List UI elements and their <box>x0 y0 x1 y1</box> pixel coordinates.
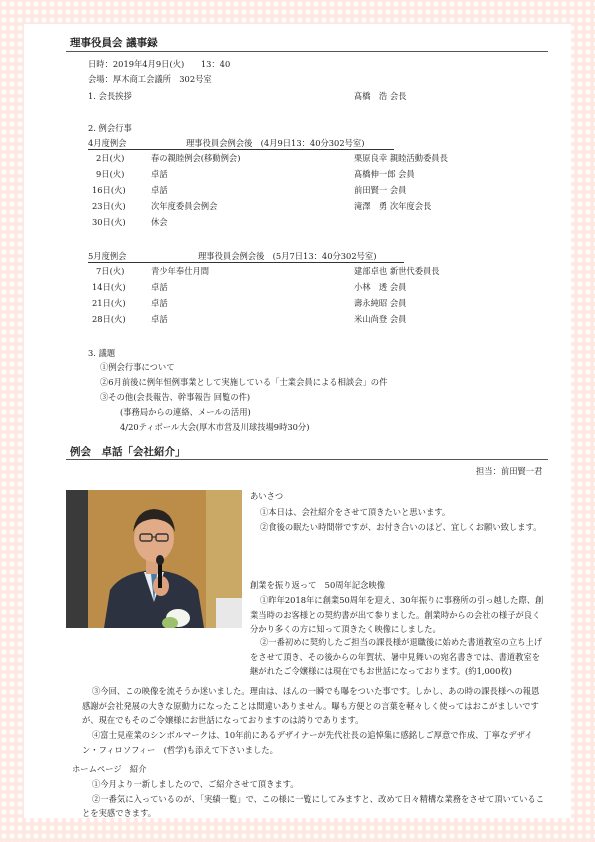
row-date: 9日(火) <box>96 169 125 179</box>
history-para-1: ①昨年2018年に創業50周年を迎え、30年振りに事務所の引っ越した際、創業当時のお客様との契約書が出て参りました。創業時からの会社の様子が良く分かり多くの方に知って頂きたく映像にしました。 <box>250 595 544 634</box>
row-person: 建部卓也 新世代委員長 <box>354 266 440 276</box>
row-person: 壽永純昭 会員 <box>354 298 407 308</box>
talk-presenter: 担当：前田賢一君 <box>476 466 543 476</box>
row-person: 米山尚登 会員 <box>354 314 407 324</box>
agenda-item-2-label: 2. 例会行事 <box>88 123 132 133</box>
row-date: 14日(火) <box>92 282 126 292</box>
agenda-item: ③その他(会長報告、幹事報告 回覧の件) <box>100 392 251 402</box>
row-event: 次年度委員会例会 <box>151 201 218 211</box>
agenda-item: (事務局からの連絡、メールの活用) <box>120 407 251 417</box>
row-date: 16日(火) <box>92 185 126 195</box>
agenda-item-3-label: 3. 議題 <box>88 348 116 358</box>
speaker-photo <box>66 490 242 628</box>
row-date: 2日(火) <box>96 153 125 163</box>
row-event: 卓話 <box>151 314 168 324</box>
row-person: 髙橋伸一郎 会員 <box>354 169 415 179</box>
agenda-item: ②6月前後に例年恒例事業として実施している「士業会員による相談会」の件 <box>100 377 388 387</box>
history-para-2-text: ②一番初めに契約したご担当の課長様が退職後に始めた書道教室の立ち上げをさせて頂き、その後からの年賀状、暑中見舞いの宛名書きでは、書道教室を継がれたご令嬢様には現在でもお世話になっております。(約1,000枚) <box>250 637 543 676</box>
title-rule <box>66 51 548 52</box>
minutes-title: 理事役員会 議事録 <box>70 37 158 49</box>
homepage-line: ①今月より一新しましたので、ご紹介させて頂きます。 <box>92 779 299 789</box>
greeting-block <box>250 505 544 534</box>
april-header-line <box>88 138 394 150</box>
talk-title: 例会 卓話「会社紹介」 <box>70 446 186 458</box>
agenda-item-1-label: 1. 会長挨拶 <box>88 91 132 101</box>
greeting-line: ①本日は、会社紹介をさせて頂きたいと思います。 <box>260 507 451 517</box>
row-date: 30日(火) <box>92 217 126 227</box>
may-header: 5月度例会 <box>88 251 127 261</box>
may-header-line <box>88 251 404 263</box>
history-heading: 創業を振り返って 50周年記念映像 <box>250 580 386 590</box>
row-date: 7日(火) <box>96 266 125 276</box>
row-event: 卓話 <box>151 185 168 195</box>
history-para-2 <box>82 635 546 679</box>
row-person: 栗原良幸 親睦活動委員長 <box>354 153 448 163</box>
agenda-item: 4/20ティボール大会(厚木市営及川球技場9時30分) <box>120 422 310 432</box>
meeting-venue: 会場：厚木商工会議所 302号室 <box>88 74 212 84</box>
speaker-illustration <box>66 490 242 628</box>
homepage-line: ②一番気に入っているのが、「実績一覧」で、この様に一覧にしてみますと、改めて日々精構な業務をさせて頂いていることを実感できます。 <box>82 793 545 818</box>
row-date: 23日(火) <box>92 201 126 211</box>
history-para-3: ③今回、この映像を流そうか迷いました。理由は、ほんの一瞬でも曝をついた事です。しかし、あの時の課長様への報恩感謝が会社発展の大きな原動力になったことは間違いありません。曝も方便との言葉を軽々しく使ってはおこがましいですが、現在でもそのご令嬢様にお世話になっておりますのは誇りであります。 <box>82 686 540 725</box>
row-event: 卓話 <box>151 298 168 308</box>
meeting-date: 日時：2019年4月9日(火) 13：40 <box>88 59 231 69</box>
row-event: 青少年奉仕月間 <box>151 266 210 276</box>
row-person: 小林 透 会員 <box>354 282 407 292</box>
agenda-item: ①例会行事について <box>100 362 175 372</box>
talk-title-rule <box>66 459 548 460</box>
row-date: 21日(火) <box>92 298 126 308</box>
homepage-heading: ホームページ 紹介 <box>72 764 147 774</box>
greeting-line: ②食後の眠たい時間帯ですが、お付き合いのほど、宜しくお願い致します。 <box>260 521 542 532</box>
history-para-4: ④富士見産業のシンボルマークは、10年前にあるデザイナーが先代社長の追悼集に感銘しご厚意で作成、丁寧なデザイン・フィロソフィー (哲学)も添えて下さいました。 <box>82 730 533 755</box>
greeting-heading: あいさつ <box>250 491 284 501</box>
april-header: 4月度例会 <box>88 138 127 148</box>
row-event: 卓話 <box>151 282 168 292</box>
row-event: 春の親睦例会(移動例会) <box>151 153 241 163</box>
row-event: 休会 <box>151 217 168 227</box>
minutes-page <box>24 24 571 818</box>
agenda-item-1-person: 髙橋 浩 会長 <box>354 91 407 101</box>
homepage-block <box>82 777 546 821</box>
april-meeting: 理事役員会例会後 (4月9日13：40分302号室) <box>186 138 365 148</box>
row-event: 卓話 <box>151 169 168 179</box>
row-person: 滝澤 勇 次年度会長 <box>354 201 432 211</box>
row-date: 28日(火) <box>92 314 126 324</box>
row-person: 前田賢一 会員 <box>354 185 407 195</box>
may-meeting: 理事役員会例会後 (5月7日13：40分302号室) <box>198 251 377 261</box>
